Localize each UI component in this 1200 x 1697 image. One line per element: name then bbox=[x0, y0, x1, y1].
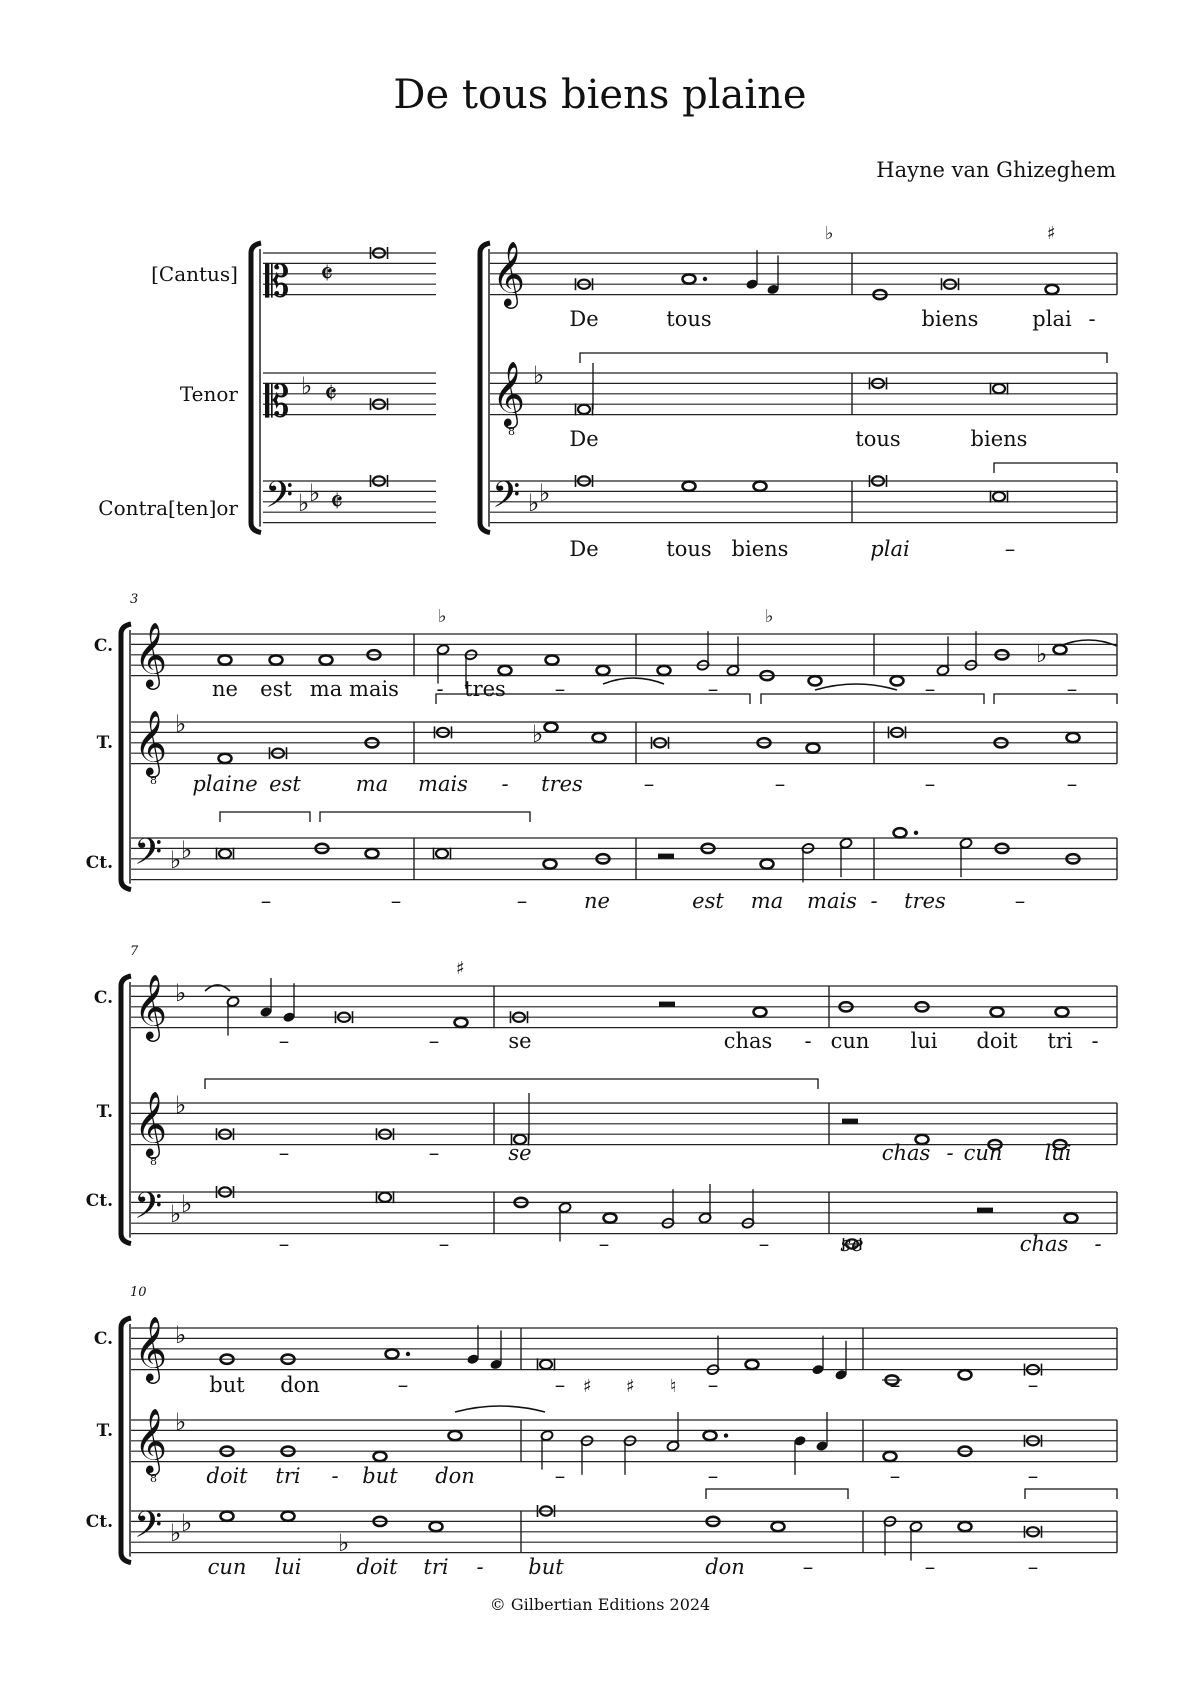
lyric-syllable: – bbox=[1027, 1373, 1039, 1397]
flat-icon: ♭ bbox=[1036, 640, 1048, 668]
voice-abbr-c-sys4: C. bbox=[93, 1329, 113, 1349]
cut-time-icon: 𝄵 bbox=[330, 485, 344, 520]
voice-abbr-c-sys3: C. bbox=[93, 988, 113, 1008]
lyric-syllable: – bbox=[924, 772, 936, 796]
composer-name: Hayne van Ghizeghem bbox=[876, 158, 1116, 182]
quarter-note bbox=[466, 1325, 479, 1365]
lyric-syllable: lui bbox=[274, 1555, 302, 1579]
whole-note bbox=[1054, 645, 1067, 654]
flat-icon: ♭ bbox=[175, 979, 187, 1007]
half-note bbox=[726, 636, 739, 676]
lyric-syllable: – bbox=[428, 1029, 440, 1053]
lyric-syllable: – bbox=[1014, 889, 1026, 913]
lyric-syllable: chas bbox=[723, 1029, 773, 1053]
cut-time-icon: 𝄵 bbox=[320, 257, 334, 292]
lyric-syllable: biens bbox=[970, 427, 1028, 451]
whole-note bbox=[430, 1522, 443, 1531]
treble-clef-icon: 𝄞 bbox=[134, 622, 168, 688]
quarter-note bbox=[259, 978, 272, 1018]
lyric-syllable: tous bbox=[855, 427, 901, 451]
flat-icon: ♭ bbox=[175, 1408, 187, 1436]
half-note bbox=[936, 636, 949, 676]
quarter-note bbox=[793, 1435, 806, 1475]
brevis-note bbox=[377, 1191, 394, 1203]
lyric-syllable: cun bbox=[830, 1029, 870, 1053]
flat-icon: ♭ bbox=[532, 720, 544, 748]
whole-note bbox=[658, 666, 671, 675]
flat-icon: ♭ bbox=[338, 1529, 350, 1557]
whole-note bbox=[499, 666, 512, 675]
lyric-syllable: - bbox=[1088, 307, 1096, 331]
lyric-syllable: – bbox=[1066, 772, 1078, 796]
editorial-flat-icon: ♭ bbox=[765, 606, 774, 627]
lyric-syllable: – bbox=[554, 1464, 566, 1488]
voice-abbreviations bbox=[86, 636, 113, 1532]
whole-note bbox=[455, 1018, 468, 1027]
whole-note bbox=[809, 676, 822, 685]
whole-note bbox=[884, 1452, 897, 1461]
brevis-note bbox=[991, 491, 1008, 503]
lyric-syllable: est bbox=[260, 677, 292, 701]
voice-label-cantus: [Cantus] bbox=[151, 262, 238, 286]
lyric-syllable: – bbox=[278, 1232, 290, 1256]
whole-note bbox=[366, 849, 379, 858]
whole-note bbox=[772, 1522, 785, 1531]
whole-note bbox=[754, 482, 767, 491]
whole-note bbox=[219, 754, 232, 763]
lyric-syllable: lui bbox=[910, 1029, 938, 1053]
lyric-syllable: – bbox=[707, 1464, 719, 1488]
brevis-note bbox=[538, 1358, 555, 1370]
copyright-footer: © Gilbertian Editions 2024 bbox=[489, 1595, 711, 1614]
whole-note bbox=[1056, 1007, 1069, 1016]
rest-icon bbox=[842, 1119, 858, 1124]
lyric-syllable: – bbox=[554, 677, 566, 701]
lyric-syllable: - bbox=[870, 889, 878, 913]
bass-clef-icon: 𝄢 bbox=[134, 1504, 163, 1556]
lyric-syllable: se bbox=[840, 1232, 864, 1256]
lyric-syllable: est bbox=[692, 889, 724, 913]
lyric-syllable: - bbox=[1094, 1232, 1102, 1256]
editorial-natural-icon: ♮ bbox=[670, 1376, 677, 1397]
lyric-syllable: tres bbox=[541, 772, 583, 796]
lyric-syllable: – bbox=[889, 1464, 901, 1488]
octave-mark: 8 bbox=[150, 774, 157, 787]
editorial-sharp-icon: ♯ bbox=[1047, 223, 1056, 244]
lyric-syllable: ma bbox=[309, 677, 343, 701]
treble-clef-icon: 𝄞 bbox=[492, 361, 526, 427]
lyric-syllable: don bbox=[705, 1555, 745, 1579]
whole-note bbox=[1065, 1213, 1078, 1222]
quarter-note bbox=[815, 1412, 828, 1452]
lyric-syllable: – bbox=[516, 889, 528, 913]
whole-note bbox=[807, 743, 820, 752]
lyric-syllable: – bbox=[397, 1373, 409, 1397]
augmentation-dot bbox=[724, 1433, 728, 1437]
rest-icon bbox=[659, 1002, 675, 1007]
lyric-syllable: – bbox=[1027, 1464, 1039, 1488]
lyric-syllable: tres bbox=[464, 677, 506, 701]
whole-note bbox=[374, 1452, 387, 1461]
lyrics bbox=[192, 307, 1101, 1579]
lyric-syllable: – bbox=[924, 1555, 936, 1579]
lyric-syllable: tous bbox=[666, 307, 712, 331]
lyric-syllable: – bbox=[428, 1141, 440, 1165]
lyric-syllable: chas bbox=[881, 1141, 931, 1165]
whole-note bbox=[761, 859, 774, 868]
lyric-syllable: – bbox=[278, 1141, 290, 1165]
lyric-syllable: – bbox=[554, 1373, 566, 1397]
flat-icon: ♭ bbox=[175, 710, 187, 738]
treble-clef-icon: 𝄞 bbox=[134, 1316, 168, 1382]
augmentation-dot bbox=[914, 831, 918, 835]
flat-icon: ♭ bbox=[301, 372, 313, 400]
lyric-syllable: tri bbox=[275, 1464, 301, 1488]
ligature-bracket bbox=[205, 1079, 818, 1089]
lyric-syllable: plai bbox=[870, 537, 910, 561]
whole-note bbox=[270, 655, 283, 664]
quarter-note bbox=[489, 1330, 502, 1370]
quarter-note bbox=[745, 250, 758, 290]
whole-note bbox=[991, 1007, 1004, 1016]
editorial-flat-icon: ♭ bbox=[438, 606, 447, 627]
lyric-syllable: cun bbox=[207, 1555, 247, 1579]
ligature-bracket bbox=[580, 353, 1107, 363]
lyric-syllable: – bbox=[438, 1232, 450, 1256]
lyric-syllable: - bbox=[946, 1141, 954, 1165]
ligature-bracket bbox=[706, 1489, 848, 1499]
lyric-syllable: mais bbox=[349, 677, 399, 701]
lyric-syllable: tous bbox=[666, 537, 712, 561]
whole-note bbox=[683, 482, 696, 491]
lyric-syllable: tri bbox=[423, 1555, 449, 1579]
flat-icon: ♭ bbox=[170, 1200, 182, 1228]
lyric-syllable: - bbox=[476, 1555, 484, 1579]
whole-note bbox=[597, 666, 610, 675]
flat-icon: ♭ bbox=[309, 479, 321, 507]
lyric-syllable: – bbox=[774, 772, 786, 796]
lyric-syllable: – bbox=[643, 772, 655, 796]
lyric-syllable: se bbox=[508, 1141, 532, 1165]
ligature-bracket bbox=[761, 694, 984, 704]
lyric-syllable: est bbox=[269, 772, 301, 796]
lyric-syllable: tres bbox=[904, 889, 946, 913]
whole-note bbox=[1067, 733, 1080, 742]
whole-note bbox=[320, 655, 333, 664]
flat-icon: ♭ bbox=[539, 479, 551, 507]
treble-clef-icon: 𝄞 bbox=[134, 710, 168, 776]
ligature-bracket bbox=[220, 812, 310, 822]
voice-abbr-t-sys3: T. bbox=[96, 1102, 113, 1122]
flat-icon: ♭ bbox=[170, 1519, 182, 1547]
lyric-syllable: – bbox=[278, 1029, 290, 1053]
whole-note bbox=[593, 733, 606, 742]
octave-mark: 8 bbox=[150, 1472, 157, 1485]
voice-abbr-ct-sys4: Ct. bbox=[85, 1512, 113, 1532]
flat-icon: ♭ bbox=[181, 1509, 193, 1537]
octave-mark: 8 bbox=[508, 425, 515, 438]
lyric-syllable: don bbox=[280, 1373, 320, 1397]
treble-clef-icon: 𝄞 bbox=[134, 1091, 168, 1157]
flat-icon: ♭ bbox=[175, 1321, 187, 1349]
tie bbox=[455, 1406, 545, 1412]
lyric-syllable: – bbox=[1004, 537, 1016, 561]
whole-note bbox=[604, 1213, 617, 1222]
tie bbox=[603, 678, 664, 684]
lyric-syllable: doit bbox=[206, 1464, 248, 1488]
editorial-sharp-icon: ♯ bbox=[456, 958, 465, 979]
whole-note bbox=[704, 1431, 717, 1440]
tie bbox=[815, 684, 897, 690]
lyric-syllable: – bbox=[1066, 677, 1078, 701]
whole-note bbox=[891, 676, 904, 685]
quarter-note bbox=[766, 255, 779, 295]
lyric-syllable: – bbox=[260, 889, 272, 913]
augmentation-dot bbox=[703, 277, 707, 281]
quarter-note bbox=[834, 1341, 847, 1381]
lyric-syllable: ne bbox=[584, 889, 610, 913]
alto-clef-icon: 𝄡 bbox=[265, 376, 290, 428]
lyric-syllable: se bbox=[508, 1029, 532, 1053]
whole-note bbox=[683, 274, 696, 283]
whole-note bbox=[449, 1431, 462, 1440]
flat-icon: ♭ bbox=[181, 1190, 193, 1218]
lyric-syllable: but bbox=[209, 1373, 245, 1397]
lyric-syllable: – bbox=[707, 1373, 719, 1397]
whole-note bbox=[221, 1512, 234, 1521]
whole-note bbox=[546, 655, 559, 664]
bass-clef-icon: 𝄢 bbox=[492, 474, 521, 526]
whole-note bbox=[959, 1522, 972, 1531]
lyric-syllable: biens bbox=[921, 307, 979, 331]
lyric-syllable: ne bbox=[212, 677, 238, 701]
voice-label-contratenor: Contra[ten]or bbox=[98, 496, 238, 520]
voice-label-tenor: Tenor bbox=[179, 382, 238, 406]
ligature-bracket bbox=[994, 694, 1117, 704]
bass-clef-icon: 𝄢 bbox=[134, 831, 163, 883]
lyric-syllable: De bbox=[569, 427, 599, 451]
lyric-syllable: tri bbox=[1047, 1029, 1073, 1053]
whole-note bbox=[754, 1007, 767, 1016]
lyric-syllable: De bbox=[569, 537, 599, 561]
treble-clef-icon: 𝄞 bbox=[492, 241, 526, 307]
measure-number-7: 7 bbox=[130, 944, 139, 959]
lyric-syllable: doit bbox=[356, 1555, 398, 1579]
cut-time-icon: 𝄵 bbox=[324, 377, 338, 412]
voice-abbr-t-sys2: T. bbox=[96, 733, 113, 753]
half-note bbox=[959, 837, 972, 877]
lyric-syllable: – bbox=[390, 889, 402, 913]
lyric-syllable: – bbox=[889, 1373, 901, 1397]
lyric-syllable: plaine bbox=[192, 772, 258, 796]
editorial-sharp-icon: ♯ bbox=[626, 1376, 635, 1397]
half-note bbox=[839, 837, 852, 877]
flat-icon: ♭ bbox=[298, 489, 310, 517]
flat-icon: ♭ bbox=[533, 361, 545, 389]
bass-clef-icon: 𝄢 bbox=[265, 474, 294, 526]
lyric-syllable: cun bbox=[963, 1141, 1003, 1165]
lyric-syllable: don bbox=[435, 1464, 475, 1488]
lyric-syllable: but bbox=[362, 1464, 398, 1488]
half-note bbox=[698, 1184, 711, 1224]
whole-note bbox=[894, 828, 907, 837]
flat-icon: ♭ bbox=[175, 1091, 187, 1119]
editorial-flat-icon: ♭ bbox=[825, 223, 834, 244]
lyric-syllable: - bbox=[436, 677, 444, 701]
half-note bbox=[666, 1412, 679, 1452]
lyric-syllable: – bbox=[924, 677, 936, 701]
measure-number-3: 3 bbox=[130, 592, 139, 607]
lyric-syllable: De bbox=[569, 307, 599, 331]
lyric-syllable: doit bbox=[976, 1029, 1018, 1053]
lyric-syllable: biens bbox=[731, 537, 789, 561]
whole-note bbox=[1046, 285, 1059, 294]
alto-clef-icon: 𝄡 bbox=[265, 256, 290, 308]
lyric-syllable: ma bbox=[355, 772, 389, 796]
bass-clef-icon: 𝄢 bbox=[134, 1185, 163, 1237]
lyric-syllable: - bbox=[331, 1464, 339, 1488]
lyric-syllable: plai bbox=[1032, 307, 1072, 331]
editorial-sharp-icon: ♯ bbox=[583, 1376, 592, 1397]
lyric-syllable: – bbox=[1027, 1555, 1039, 1579]
lyric-syllable: - bbox=[501, 772, 509, 796]
half-note bbox=[226, 996, 239, 1036]
brevis-note bbox=[217, 848, 234, 860]
half-note bbox=[909, 1521, 922, 1561]
ligature-bracket bbox=[1025, 1489, 1117, 1499]
quarter-note bbox=[811, 1336, 824, 1376]
brevis-note bbox=[991, 383, 1008, 395]
lyric-syllable: chas bbox=[1019, 1232, 1069, 1256]
lyric-syllable: mais bbox=[418, 772, 468, 796]
treble-clef-icon: 𝄞 bbox=[134, 1408, 168, 1474]
lyric-syllable: lui bbox=[1044, 1141, 1072, 1165]
whole-note bbox=[282, 1512, 295, 1521]
whole-note bbox=[219, 655, 232, 664]
rest-icon bbox=[977, 1208, 993, 1213]
voice-abbr-ct-sys2: Ct. bbox=[85, 853, 113, 873]
lyric-syllable: – bbox=[758, 1232, 770, 1256]
lyric-syllable: - bbox=[1091, 1029, 1099, 1053]
whole-note bbox=[544, 859, 557, 868]
whole-note bbox=[746, 1360, 759, 1369]
tie bbox=[1060, 640, 1117, 646]
voice-abbr-t-sys4: T. bbox=[96, 1421, 113, 1441]
lyric-syllable: – bbox=[598, 1232, 610, 1256]
brevis-note bbox=[576, 403, 593, 415]
measure-number-10: 10 bbox=[130, 1285, 147, 1300]
lyric-syllable: ma bbox=[750, 889, 784, 913]
lyric-syllable: but bbox=[528, 1555, 564, 1579]
whole-note bbox=[959, 1370, 972, 1379]
flat-icon: ♭ bbox=[170, 846, 182, 874]
brevis-note bbox=[434, 848, 451, 860]
flat-icon: ♭ bbox=[181, 836, 193, 864]
voice-abbr-ct-sys3: Ct. bbox=[85, 1191, 113, 1211]
lyric-syllable: – bbox=[802, 1555, 814, 1579]
lyric-syllable: – bbox=[707, 677, 719, 701]
whole-note bbox=[545, 723, 558, 732]
lyric-syllable: mais bbox=[807, 889, 857, 913]
voice-abbr-c-sys2: C. bbox=[93, 636, 113, 656]
whole-note bbox=[386, 1349, 399, 1358]
ligature-bracket bbox=[320, 812, 530, 822]
lyric-syllable: - bbox=[804, 1029, 812, 1053]
half-note bbox=[540, 1430, 553, 1470]
half-note bbox=[558, 1202, 571, 1242]
quarter-note bbox=[282, 983, 295, 1023]
treble-clef-icon: 𝄞 bbox=[134, 974, 168, 1040]
incipit-labels bbox=[98, 262, 238, 520]
flat-icon: ♭ bbox=[528, 489, 540, 517]
rest-icon bbox=[658, 854, 674, 859]
piece-title: De tous biens plaine bbox=[393, 72, 807, 118]
ligature-bracket bbox=[994, 463, 1117, 473]
augmentation-dot bbox=[406, 1352, 410, 1356]
octave-mark: 8 bbox=[150, 1155, 157, 1168]
